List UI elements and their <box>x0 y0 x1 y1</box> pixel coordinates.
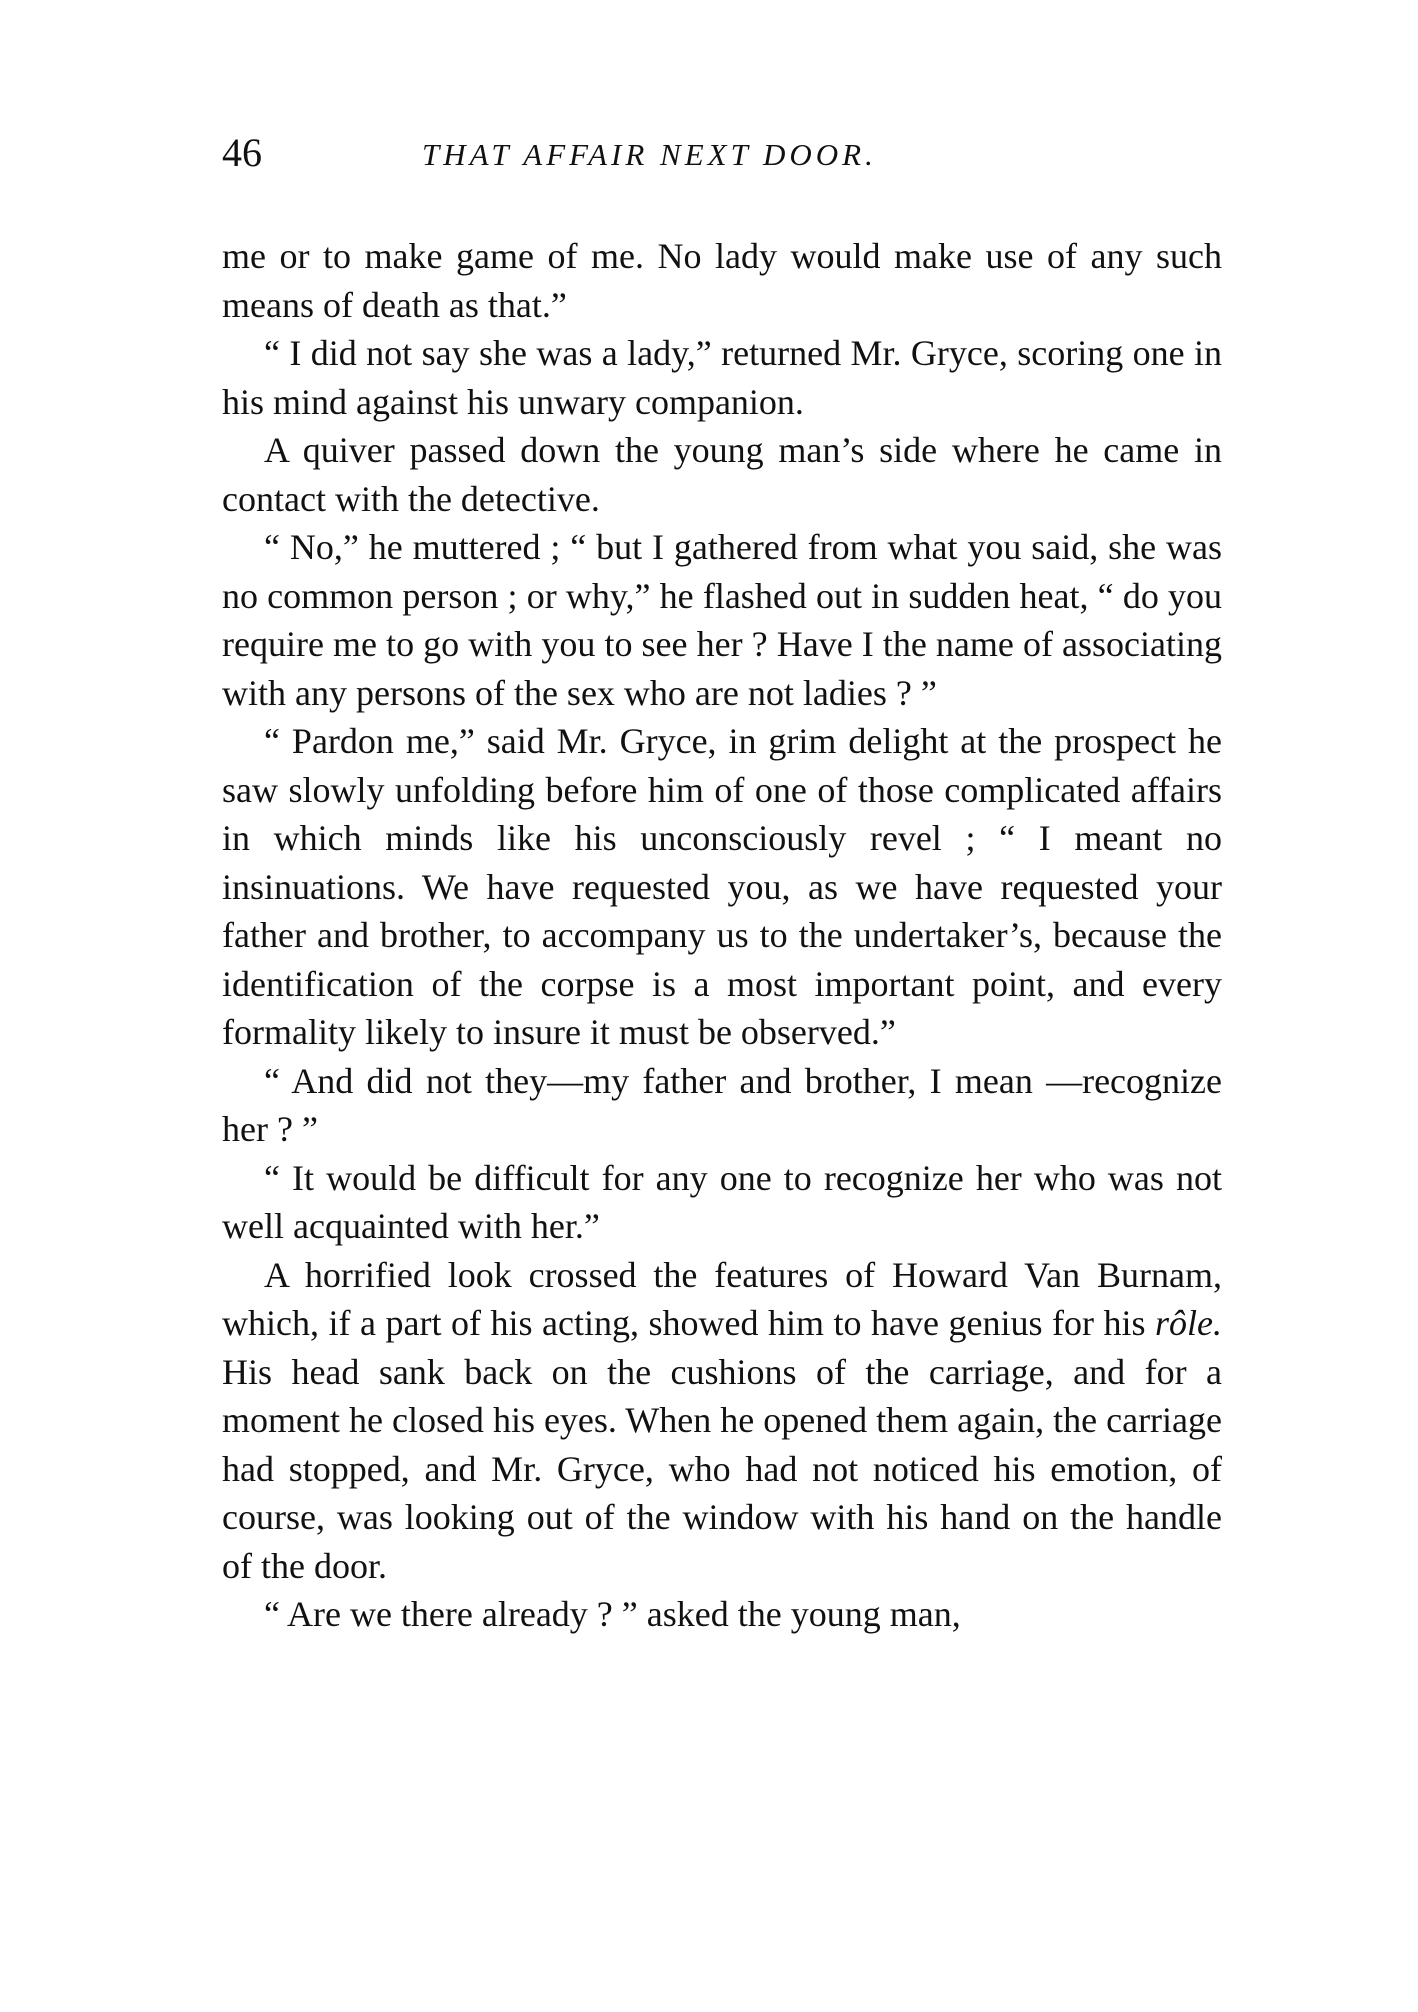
running-title: THAT AFFAIR NEXT DOOR. <box>422 137 877 172</box>
page-number: 46 <box>222 130 262 175</box>
paragraph: “ And did not they—my father and brother, I mean —recognize her ? ” <box>222 1060 1222 1149</box>
body-text <box>222 232 1222 1639</box>
paragraph-text: His head sank back on the cushions of the carriage, and for a moment he closed his eyes. When he opened them again, the carriage had stopped, and Mr. Gryce, who had not noticed his emotion, of course, was looking out of the window with his hand on the handle of the door. <box>222 1351 1222 1586</box>
italic-word: rôle. <box>1155 1303 1222 1343</box>
paragraph: “ Pardon me,” said Mr. Gryce, in grim delight at the prospect he saw slowly unfolding before him of one of those complicated affairs in which minds like his unconsciously revel ; “ I meant no insinuations. We have requested you, as we have requested your father and brother, to accompany us to the undertaker’s, because the identification of the corpse is a most important point, and every formality likely to insure it must be observed.” <box>222 721 1222 1052</box>
paragraph: “ I did not say she was a lady,” returned Mr. Gryce, scoring one in his mind against his unwary companion. <box>222 333 1222 422</box>
paragraph: A quiver passed down the young man’s side where he came in contact with the detective. <box>222 430 1222 519</box>
paragraph: “ No,” he muttered ; “ but I gathered from what you said, she was no common person ; or why,” he flashed out in sudden heat, “ do you require me to go with you to see her ? Have I the name of associating with any persons of the sex who are not ladies ? ” <box>222 527 1222 713</box>
paragraph: “ Are we there already ? ” asked the young man, <box>264 1594 961 1634</box>
page-header <box>222 128 1222 178</box>
paragraph: me or to make game of me. No lady would make use of any such means of death as that.” <box>222 236 1222 325</box>
paragraph-with-emphasis <box>222 1251 1222 1591</box>
paragraph-text: A horrified look crossed the features of Howard Van Burnam, which, if a part of his acting, showed him to have genius for his <box>222 1254 1222 1343</box>
paragraph: “ It would be difficult for any one to recognize her who was not well acquainted with her.” <box>222 1157 1222 1246</box>
